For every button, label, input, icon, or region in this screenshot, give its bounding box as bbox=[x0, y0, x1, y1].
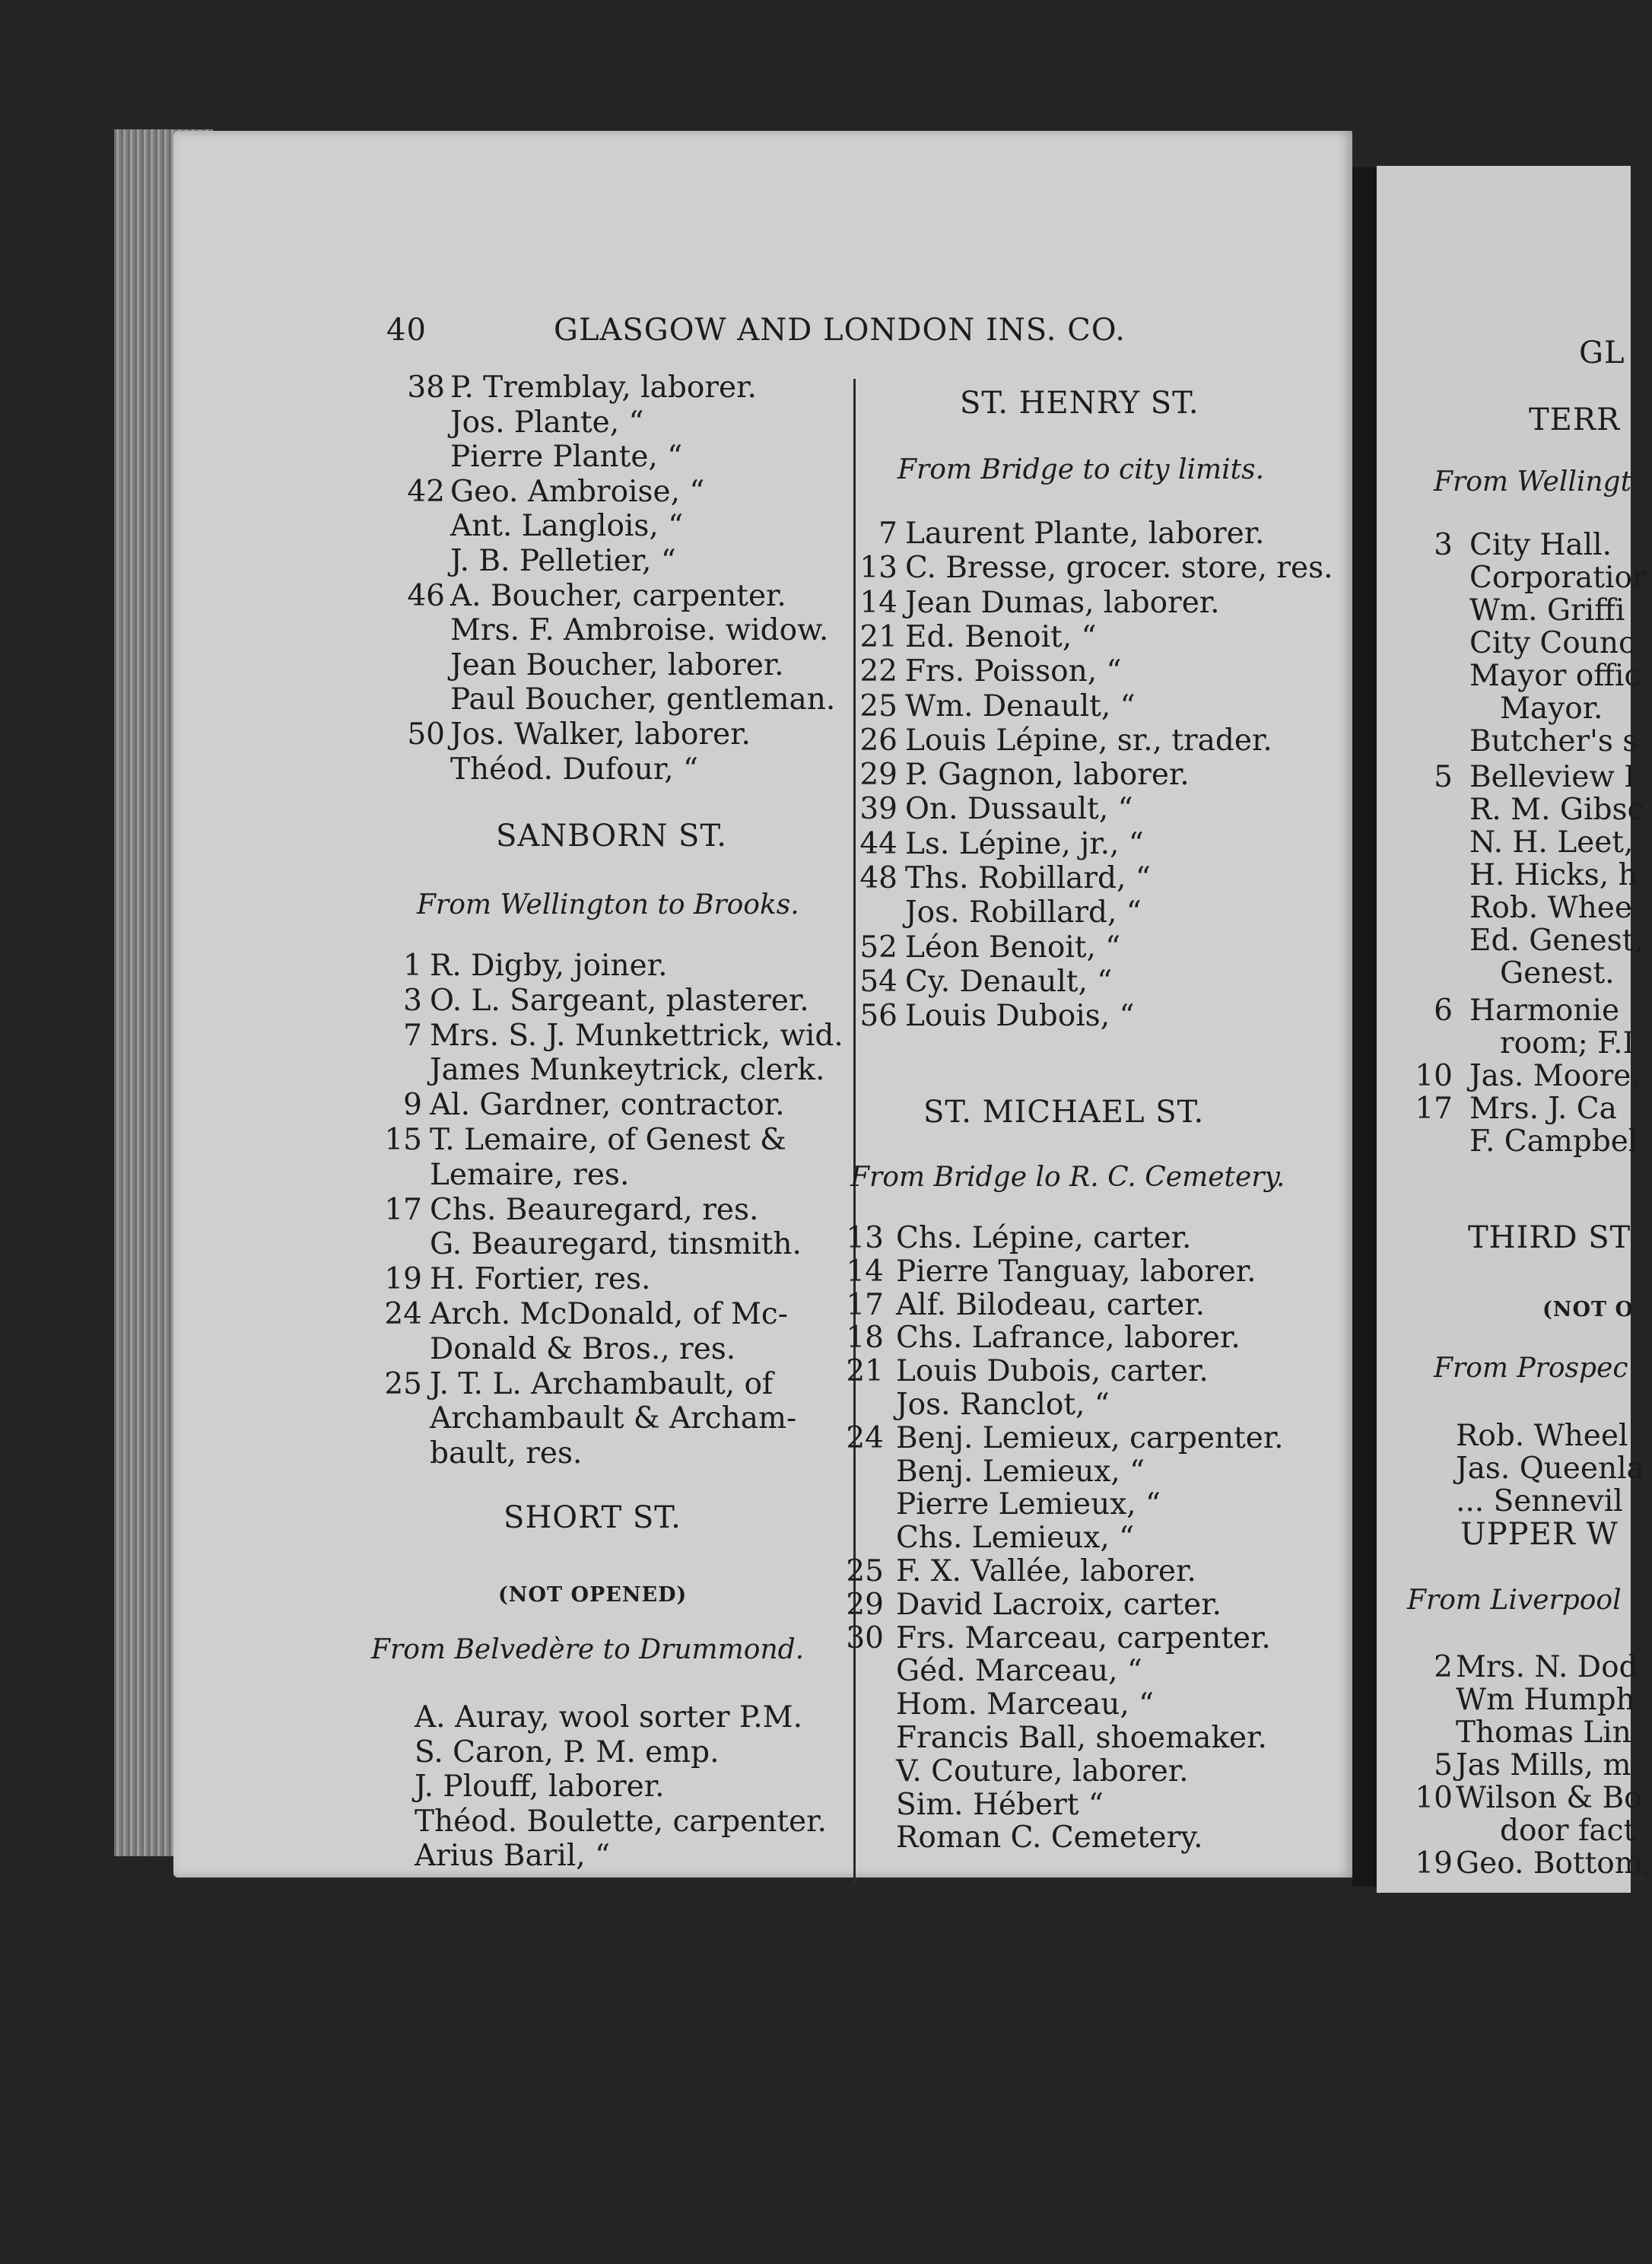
st-henry-entry: Jean Dumas, laborer. bbox=[905, 585, 1220, 620]
st-michael-number: 25 bbox=[846, 1554, 884, 1588]
col3-entry: Mrs. N. Dod bbox=[1456, 1650, 1638, 1684]
col3-entry: Jas. Moore, bbox=[1469, 1059, 1641, 1093]
sanborn-entry: R. Digby, joiner. bbox=[430, 949, 668, 983]
st-henry-number: 56 bbox=[859, 999, 897, 1034]
short-entry: Théod. Boulette, carpenter. bbox=[415, 1804, 827, 1839]
col3-entry: F. Campbel bbox=[1469, 1124, 1638, 1159]
col3-entry: room; F.I bbox=[1500, 1026, 1635, 1060]
st-michael-entry: Jos. Ranclot, “ bbox=[896, 1388, 1110, 1422]
st-henry-entry: Laurent Plante, laborer. bbox=[905, 517, 1265, 551]
st-michael-entry: Hom. Marceau, “ bbox=[896, 1687, 1155, 1722]
col3-entry: H. Hicks, h bbox=[1469, 858, 1638, 892]
st-michael-entry: Roman C. Cemetery. bbox=[896, 1820, 1203, 1855]
col3-entry: Jas. Queenla bbox=[1456, 1452, 1644, 1486]
col3-entry: Wm Humph bbox=[1456, 1683, 1635, 1717]
col3-entry: From Liverpool bbox=[1407, 1585, 1622, 1616]
col3-entry: Mrs. J. Ca bbox=[1469, 1092, 1617, 1126]
book-gutter bbox=[1352, 167, 1377, 1887]
col3-number: 5 bbox=[1434, 760, 1453, 794]
sanborn-entry: Mrs. S. J. Munkettrick, wid. bbox=[430, 1018, 843, 1053]
short-entry: S. Caron, P. M. emp. bbox=[415, 1735, 720, 1770]
col3-entry: Rob. Whee bbox=[1469, 891, 1632, 925]
col3-entry: Corporatior bbox=[1469, 561, 1647, 595]
col1-top-entry: J. B. Pelletier, “ bbox=[450, 544, 676, 578]
col1-top-entry: Jean Boucher, laborer. bbox=[450, 647, 784, 682]
col3-entry: THIRD ST bbox=[1468, 1220, 1631, 1255]
col3-number: 5 bbox=[1434, 1748, 1453, 1782]
st-michael-number: 18 bbox=[846, 1321, 884, 1356]
st-henry-number: 26 bbox=[859, 723, 897, 758]
col3-entry: Mayor offic bbox=[1469, 659, 1641, 693]
page-title: GLASGOW AND LONDON INS. CO. bbox=[554, 313, 1126, 348]
sanborn-number: 3 bbox=[403, 983, 422, 1018]
sanborn-entry: J. T. L. Archambault, of bbox=[430, 1366, 774, 1401]
st-henry-number: 25 bbox=[859, 688, 897, 723]
col3-entry: (NOT O bbox=[1542, 1298, 1634, 1321]
col3-number: 10 bbox=[1415, 1059, 1453, 1093]
st-michael-entry: Benj. Lemieux, “ bbox=[896, 1454, 1145, 1489]
st-michael-street-route: From Bridge lo R. C. Cemetery. bbox=[850, 1162, 1285, 1193]
st-michael-number: 21 bbox=[846, 1354, 884, 1389]
col3-number: 2 bbox=[1434, 1650, 1453, 1684]
col3-entry: Rob. Wheel bbox=[1456, 1419, 1628, 1453]
st-michael-street-heading: ST. MICHAEL ST. bbox=[923, 1095, 1205, 1130]
col3-entry: City Counc bbox=[1469, 626, 1635, 660]
col3-number: 3 bbox=[1434, 528, 1453, 562]
col3-entry: Harmonie bbox=[1469, 994, 1620, 1028]
sanborn-entry: bault, res. bbox=[430, 1436, 583, 1471]
sanborn-entry: Arch. McDonald, of Mc- bbox=[430, 1297, 788, 1331]
st-michael-entry: Alf. Bilodeau, carter. bbox=[896, 1287, 1206, 1322]
st-henry-entry: Cy. Denault, “ bbox=[905, 964, 1113, 999]
sanborn-entry: Chs. Beauregard, res. bbox=[430, 1192, 759, 1227]
st-michael-number: 29 bbox=[846, 1587, 884, 1622]
col3-entry: Wilson & Bo bbox=[1456, 1781, 1642, 1815]
st-michael-entry: V. Couture, laborer. bbox=[896, 1754, 1189, 1789]
st-michael-entry: Pierre Lemieux, “ bbox=[896, 1487, 1161, 1522]
st-henry-number: 22 bbox=[859, 654, 897, 689]
page-number: 40 bbox=[386, 313, 427, 348]
col1-top-entry: A. Boucher, carpenter. bbox=[450, 578, 786, 613]
col3-number: 17 bbox=[1415, 1092, 1453, 1126]
st-michael-entry: Louis Dubois, carter. bbox=[896, 1354, 1209, 1389]
col1-top-entry: Geo. Ambroise, “ bbox=[450, 474, 705, 509]
col1-top-entry: Jos. Plante, “ bbox=[450, 405, 644, 440]
st-henry-number: 44 bbox=[859, 826, 897, 861]
st-michael-number: 24 bbox=[846, 1420, 884, 1455]
st-michael-number: 13 bbox=[846, 1221, 884, 1255]
st-henry-entry: Léon Benoit, “ bbox=[905, 930, 1121, 965]
col3-entry: R. M. Gibsc bbox=[1469, 793, 1644, 827]
st-michael-entry: F. X. Vallée, laborer. bbox=[896, 1554, 1196, 1588]
col1-top-entry: Ant. Langlois, “ bbox=[450, 509, 684, 544]
st-michael-entry: Chs. Lafrance, laborer. bbox=[896, 1321, 1241, 1356]
sanborn-entry: Lemaire, res. bbox=[430, 1157, 630, 1192]
right-page-title: GL bbox=[1579, 335, 1625, 370]
col3-number: 10 bbox=[1415, 1781, 1453, 1815]
sanborn-street-heading: SANBORN ST. bbox=[496, 819, 727, 854]
st-michael-entry: Chs. Lemieux, “ bbox=[896, 1521, 1135, 1556]
st-henry-entry: Wm. Denault, “ bbox=[905, 688, 1136, 723]
col3-entry: From Prospec bbox=[1434, 1353, 1628, 1384]
st-henry-entry: C. Bresse, grocer. store, res. bbox=[905, 551, 1333, 586]
col3-entry: From Wellingt bbox=[1434, 466, 1632, 498]
st-henry-street-heading: ST. HENRY ST. bbox=[960, 386, 1199, 421]
col3-number: 19 bbox=[1415, 1846, 1453, 1881]
short-street-heading: SHORT ST. bbox=[504, 1500, 681, 1535]
short-street-note: (NOT OPENED) bbox=[498, 1583, 688, 1607]
st-henry-entry: Louis Dubois, “ bbox=[905, 999, 1135, 1034]
col1-top-entry: Théod. Dufour, “ bbox=[450, 752, 698, 787]
sanborn-entry: Archambault & Archam- bbox=[430, 1401, 797, 1436]
st-henry-street-route: From Bridge to city limits. bbox=[897, 454, 1265, 485]
st-henry-entry: Louis Lépine, sr., trader. bbox=[905, 723, 1272, 758]
st-henry-entry: Jos. Robillard, “ bbox=[905, 895, 1142, 930]
sanborn-number: 1 bbox=[403, 949, 422, 983]
col3-entry: N. H. Leet, bbox=[1469, 825, 1634, 860]
sanborn-number: 19 bbox=[384, 1262, 422, 1297]
col3-entry: ... Sennevil bbox=[1456, 1484, 1623, 1518]
st-michael-entry: Francis Ball, shoemaker. bbox=[896, 1721, 1267, 1755]
st-henry-entry: Ths. Robillard, “ bbox=[905, 861, 1151, 895]
col1-top-entry: Mrs. F. Ambroise. widow. bbox=[450, 613, 829, 648]
st-michael-entry: Chs. Lépine, carter. bbox=[896, 1221, 1192, 1255]
sanborn-entry: T. Lemaire, of Genest & bbox=[430, 1123, 786, 1157]
col1-top-entry: Pierre Plante, “ bbox=[450, 440, 683, 475]
col3-entry: Geo. Bottom, bbox=[1456, 1846, 1652, 1881]
sanborn-street-route: From Wellington to Brooks. bbox=[417, 889, 799, 921]
st-henry-number: 52 bbox=[859, 930, 897, 965]
st-henry-entry: Ed. Benoit, “ bbox=[905, 619, 1097, 654]
sanborn-entry: James Munkeytrick, clerk. bbox=[430, 1053, 825, 1088]
st-michael-entry: Géd. Marceau, “ bbox=[896, 1654, 1142, 1689]
col3-entry: City Hall. bbox=[1469, 528, 1612, 562]
st-michael-entry: Sim. Hébert “ bbox=[896, 1787, 1104, 1822]
sanborn-entry: Al. Gardner, contractor. bbox=[430, 1088, 785, 1123]
short-entry: A. Auray, wool sorter P.M. bbox=[415, 1700, 802, 1735]
st-michael-entry: Frs. Marceau, carpenter. bbox=[896, 1620, 1271, 1655]
sanborn-entry: Donald & Bros., res. bbox=[430, 1331, 736, 1366]
col3-entry: Genest. bbox=[1500, 956, 1615, 990]
col1-top-entry: P. Tremblay, laborer. bbox=[450, 370, 757, 405]
col3-entry: TERR bbox=[1529, 402, 1621, 437]
col3-entry: door fact bbox=[1500, 1814, 1636, 1848]
short-entry: J. Plouff, laborer. bbox=[415, 1770, 665, 1804]
sanborn-entry: G. Beauregard, tinsmith. bbox=[430, 1227, 802, 1262]
st-michael-entry: David Lacroix, carter. bbox=[896, 1587, 1222, 1622]
short-street-route: From Belvedère to Drummond. bbox=[371, 1634, 805, 1665]
col3-entry: Butcher's s bbox=[1469, 724, 1638, 758]
st-henry-number: 14 bbox=[859, 585, 897, 620]
sanborn-entry: H. Fortier, res. bbox=[430, 1262, 651, 1297]
sanborn-number: 17 bbox=[384, 1192, 422, 1227]
sanborn-number: 9 bbox=[403, 1088, 422, 1123]
st-henry-number: 48 bbox=[859, 861, 897, 895]
col1-top-entry: Paul Boucher, gentleman. bbox=[450, 682, 836, 717]
sanborn-number: 24 bbox=[384, 1297, 422, 1331]
sanborn-number: 7 bbox=[403, 1018, 422, 1053]
col3-entry: Wm. Griffi bbox=[1469, 593, 1625, 628]
col3-entry: Mayor. bbox=[1500, 692, 1603, 726]
col3-entry: Thomas Lin bbox=[1456, 1715, 1631, 1750]
col3-entry: Jas Mills, m bbox=[1456, 1748, 1631, 1782]
st-henry-number: 39 bbox=[859, 792, 897, 827]
st-henry-number: 7 bbox=[878, 517, 897, 551]
sanborn-entry: O. L. Sargeant, plasterer. bbox=[430, 983, 809, 1018]
st-henry-entry: Ls. Lépine, jr., “ bbox=[905, 826, 1144, 861]
st-henry-entry: Frs. Poisson, “ bbox=[905, 654, 1122, 689]
st-michael-number: 30 bbox=[846, 1620, 884, 1655]
st-michael-number: 14 bbox=[846, 1254, 884, 1289]
col3-number: 6 bbox=[1434, 994, 1453, 1028]
col3-entry: Belleview I bbox=[1469, 760, 1636, 794]
st-henry-entry: On. Dussault, “ bbox=[905, 792, 1133, 827]
st-henry-number: 54 bbox=[859, 964, 897, 999]
sanborn-number: 15 bbox=[384, 1123, 422, 1157]
short-entry: Arius Baril, “ bbox=[415, 1839, 611, 1873]
st-michael-number: 17 bbox=[846, 1287, 884, 1322]
col3-entry: Ed. Genest, bbox=[1469, 924, 1644, 958]
col1-top-number: 38 bbox=[407, 370, 445, 405]
st-henry-number: 21 bbox=[859, 619, 897, 654]
col3-entry: UPPER W bbox=[1460, 1517, 1619, 1552]
col1-top-number: 50 bbox=[407, 717, 445, 752]
st-michael-entry: Benj. Lemieux, carpenter. bbox=[896, 1420, 1284, 1455]
sanborn-number: 25 bbox=[384, 1366, 422, 1401]
st-michael-entry: Pierre Tanguay, laborer. bbox=[896, 1254, 1256, 1289]
st-henry-number: 29 bbox=[859, 758, 897, 793]
col1-top-entry: Jos. Walker, laborer. bbox=[450, 717, 751, 752]
col1-top-number: 46 bbox=[407, 578, 445, 613]
st-henry-entry: P. Gagnon, laborer. bbox=[905, 758, 1190, 793]
col1-top-number: 42 bbox=[407, 474, 445, 509]
st-henry-number: 13 bbox=[859, 551, 897, 586]
